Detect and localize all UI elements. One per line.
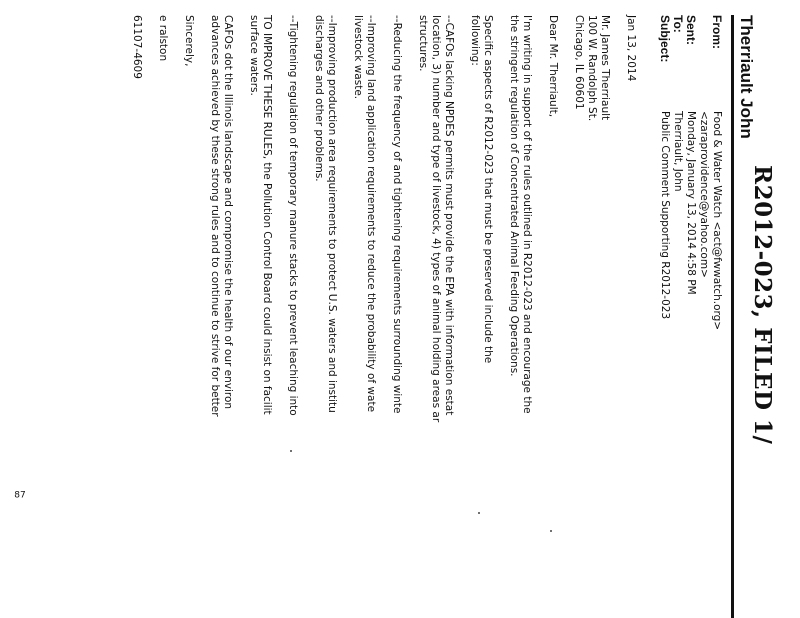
sender-name: Therriault John — [737, 15, 756, 139]
bullet-line: --Improving land application requirements to reduce the probability of wate — [365, 15, 377, 413]
body-line: TO IMPROVE THESE RULES, the Pollution Control Board could insist on facilit — [261, 15, 273, 415]
bullet-line: --Tightening regulation of temporary manure stacks to prevent leaching into — [287, 15, 299, 416]
page-number: 87 — [14, 490, 26, 501]
bullet-line: structures. — [417, 15, 429, 72]
recipient-name: Mr. James Therriault — [599, 15, 611, 121]
from-label: From: — [710, 15, 724, 49]
closing: Sincerely, — [183, 15, 195, 67]
scan-speck — [478, 512, 480, 514]
body-line: CAFOs dot the Illinois landscape and compromise the health of our environ — [222, 15, 234, 410]
body-line: Specific aspects of R2012-023 that must be preserved include the — [482, 15, 494, 364]
from-email-value: <zaraprovidence@yahoo.com> — [698, 111, 710, 278]
bullet-line: --CAFOs lacking NPDES permits must provide the EPA with information estat — [443, 15, 455, 416]
bullet-line: location, 3) number and type of livestock, 4) types of animal holding areas ar — [430, 15, 442, 423]
signer-name: e ralston — [157, 15, 169, 62]
subject-label: Subject: — [658, 15, 672, 63]
bullet-line: --Reducing the frequency of and tightening requirements surrounding winte — [391, 15, 403, 414]
recipient-street: 100 W. Randolph St. — [586, 15, 598, 122]
bullet-line: --Improving production area requirements to protect U.S. waters and institu — [326, 15, 338, 413]
body-line: following: — [469, 15, 481, 66]
signer-zip: 61107-4609 — [131, 15, 143, 79]
bullet-line: livestock waste. — [352, 15, 364, 100]
sent-label: Sent: — [684, 15, 698, 45]
scan-speck — [550, 530, 552, 532]
to-label: To: — [671, 15, 685, 33]
sent-value: Monday, January 13, 2014 4:58 PM — [685, 111, 697, 295]
bullet-line: discharges and other problems. — [313, 15, 325, 182]
body-line: the stringent regulation of Concentrated Animal Feeding Operations. — [508, 15, 520, 377]
header-rule — [731, 15, 734, 618]
body-line: surface waters. — [248, 15, 260, 96]
body-line: I'm writing in support of the rules outlined in R2012-023 and encourage the — [521, 15, 533, 414]
body-line: advances achieved by these strong rules and to continue to strive for better — [209, 15, 221, 417]
salutation: Dear Mr. Therriault, — [547, 15, 559, 118]
recipient-city: Chicago, IL 60601 — [573, 15, 585, 110]
subject-value: Public Comment Supporting R2012-023 — [659, 111, 671, 320]
scan-speck — [290, 450, 292, 452]
filing-stamp: R2012-023, FILED 1/ — [749, 165, 776, 445]
letter-date: Jan 13, 2014 — [625, 15, 637, 82]
to-value: Therriault, John — [672, 111, 684, 192]
from-value: Food & Water Watch <act@fwwatch.org> — [711, 111, 723, 331]
